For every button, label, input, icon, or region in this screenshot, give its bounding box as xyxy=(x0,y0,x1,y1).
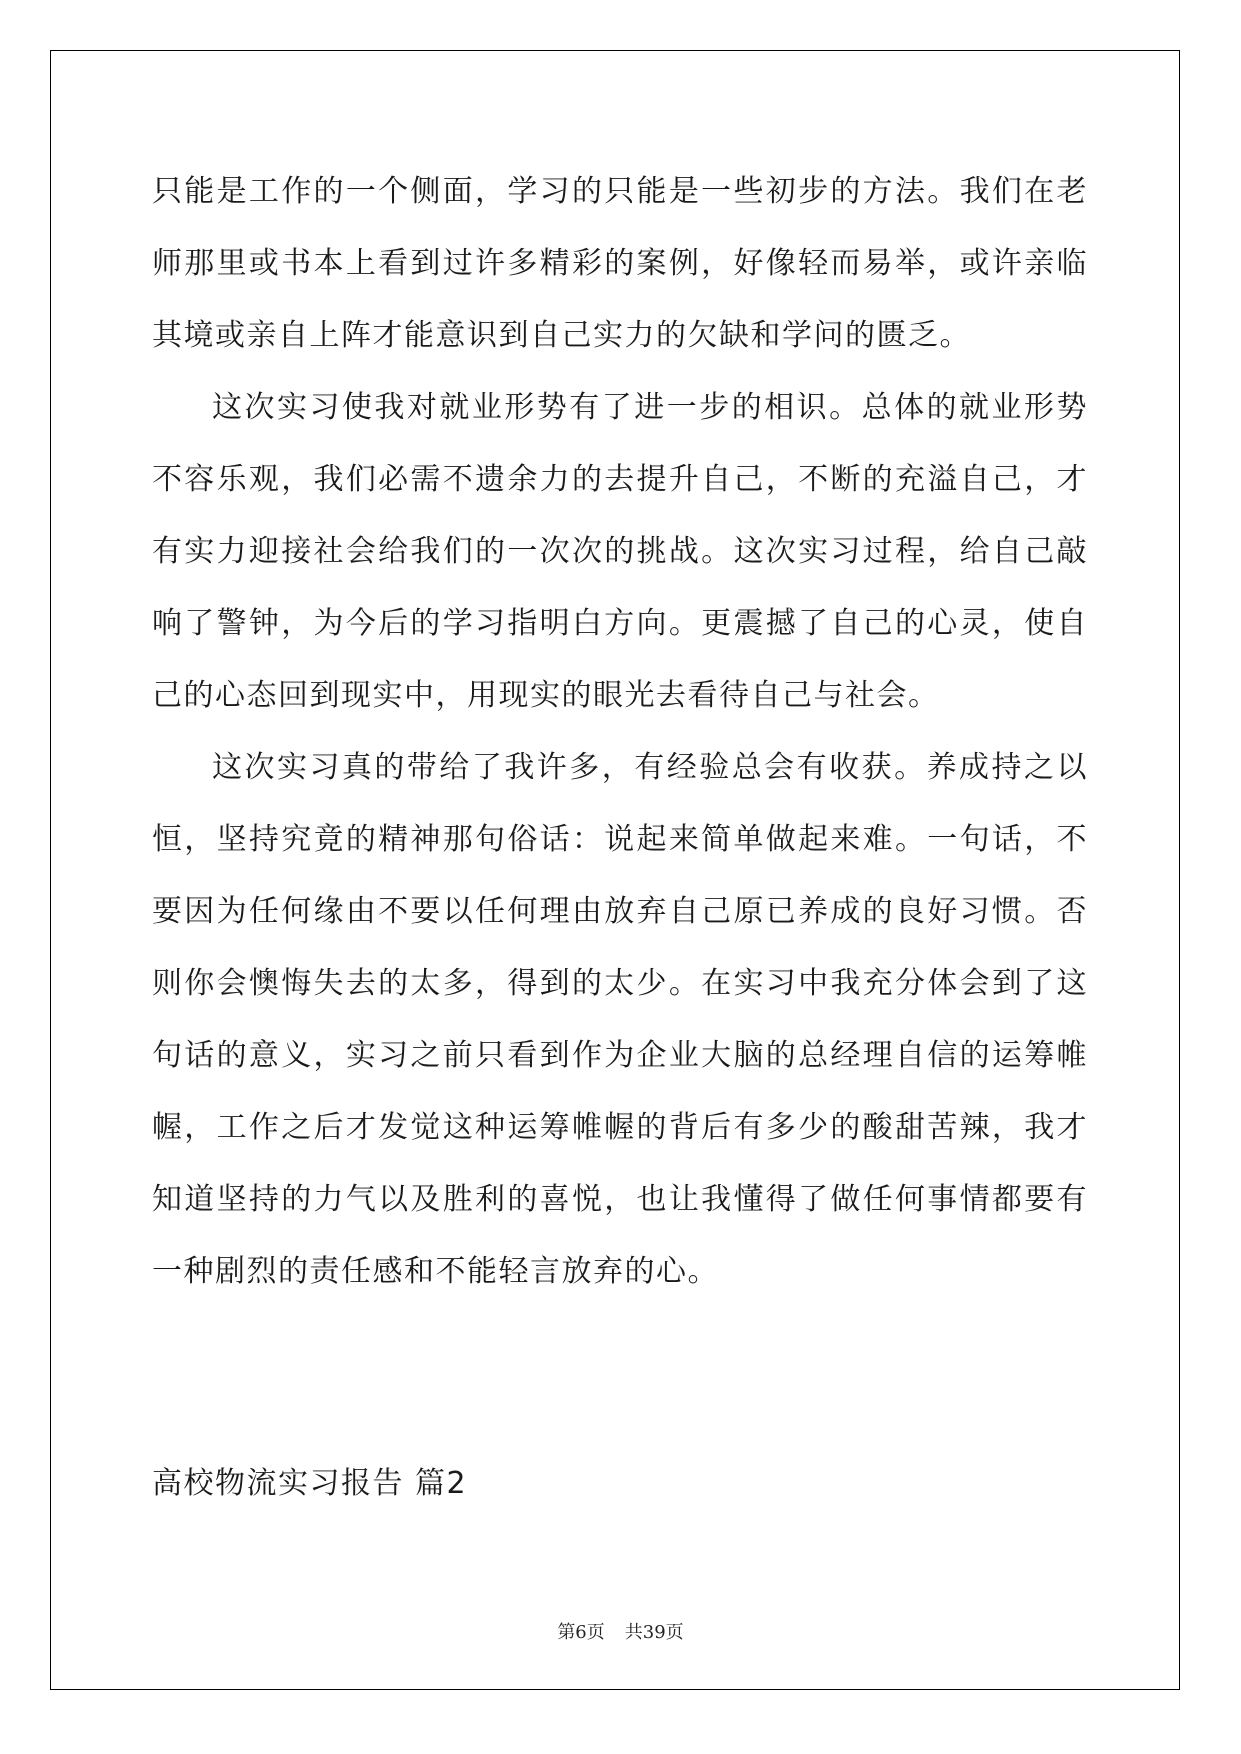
page-footer xyxy=(0,1618,1241,1644)
document-body xyxy=(152,156,1088,1308)
paragraph-continuation: 只能是工作的一个侧面，学习的只能是一些初步的方法。我们在老师那里或书本上看到过许多精彩的案例，好像轻而易举，或许亲临其境或亲自上阵才能意识到自己实力的欠缺和学问的匮乏。 xyxy=(152,174,1088,353)
section-heading: 高校物流实习报告 篇2 xyxy=(152,1466,468,1501)
paragraph-employment: 这次实习使我对就业形势有了进一步的相识。总体的就业形势不容乐观，我们必需不遗余力的去提升自己，不断的充溢自己，才有实力迎接社会给我们的一次次的挑战。这次实习过程，给自己敲响了警钟，为今后的学习指明白方向。更震撼了自己的心灵，使自己的心态回到现实中，用现实的眼光去看待自己与社会。 xyxy=(152,390,1088,713)
page-number: 第6页 xyxy=(557,1622,605,1643)
paragraph-gains: 这次实习真的带给了我许多，有经验总会有收获。养成持之以恒，坚持究竟的精神那句俗话：说起来简单做起来难。一句话，不要因为任何缘由不要以任何理由放弃自己原已养成的良好习惯。否则你会懊悔失去的太多，得到的太少。在实习中我充分体会到了这句话的意义，实习之前只看到作为企业大脑的总经理自信的运筹帷幄，工作之后才发觉这种运筹帷幄的背后有多少的酸甜苦辣，我才知道坚持的力气以及胜利的喜悦，也让我懂得了做任何事情都要有一种剧烈的责任感和不能轻言放弃的心。 xyxy=(152,750,1088,1289)
total-pages: 共39页 xyxy=(624,1622,684,1643)
